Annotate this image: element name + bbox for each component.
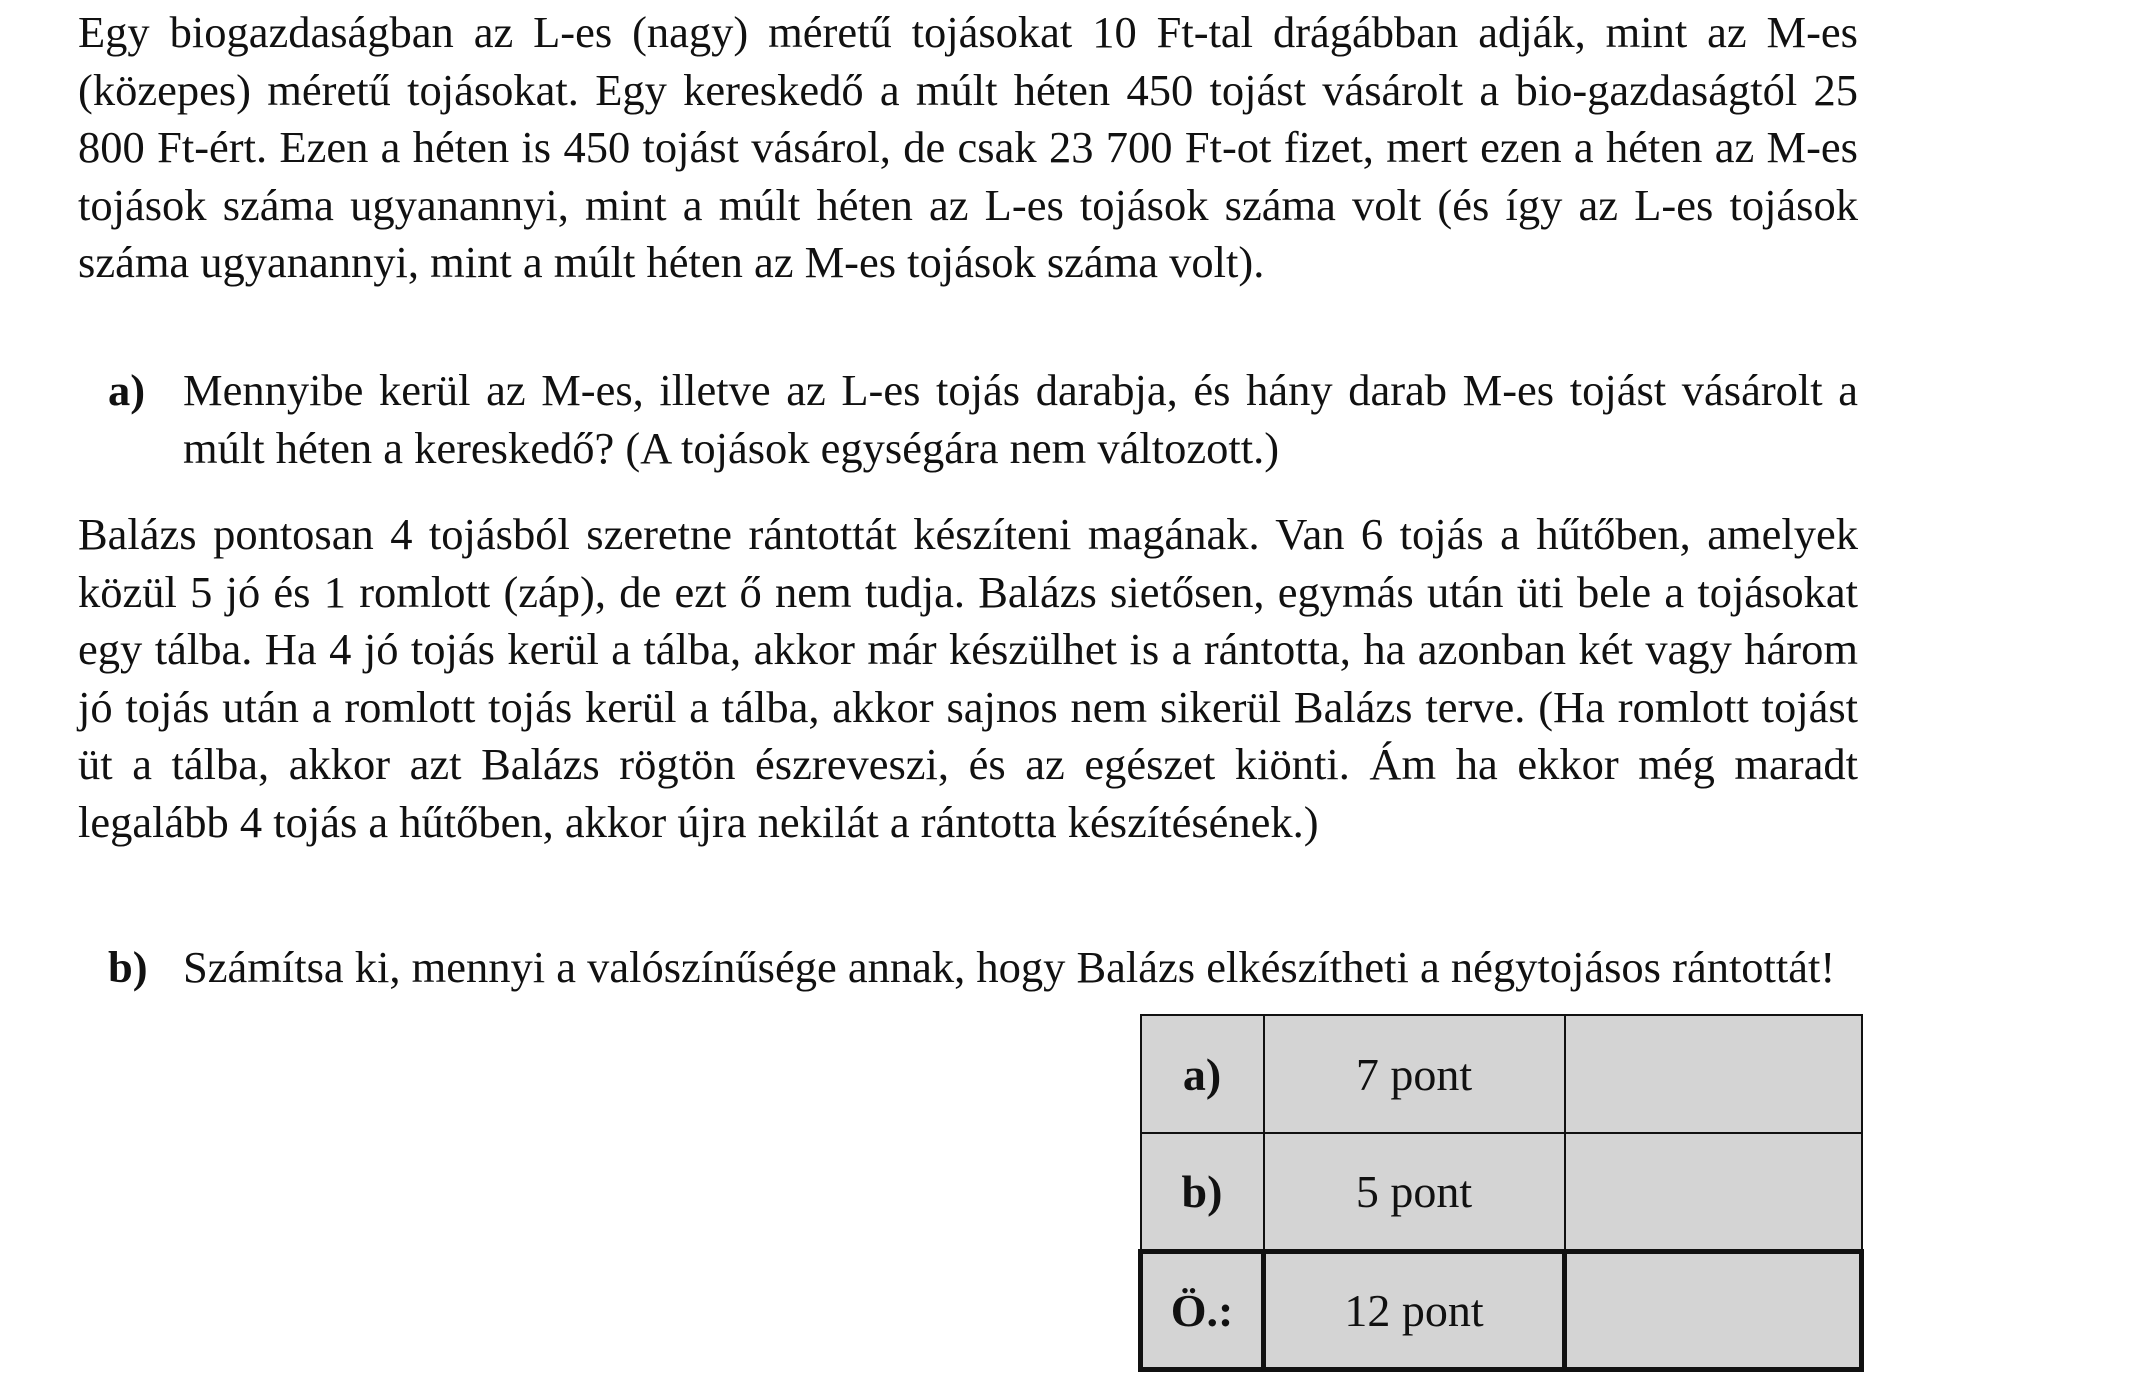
intro-paragraph: Egy biogazdaságban az L-es (nagy) méretű tojásokat 10 Ft-tal drágábban adják, mint az M-es (közepes) méretű tojásokat. Egy kereskedő a múlt héten 450 tojást vásárolt a bio-gazdaságtól 25 800 Ft-ért. Ezen a héten is 450 tojást vásárol, de csak 23 700 Ft-ot fizet, mert ezen a héten az M-es tojások száma ugyanannyi, mint a múlt héten az L-es tojások száma volt (és így az L-es tojások száma ugyanannyi, mint a múlt héten az M-es tojások száma volt). xyxy=(78,7,1858,287)
score-points-total: 12 pont xyxy=(1264,1251,1565,1369)
score-row-a xyxy=(1141,1015,1862,1133)
score-cell-total[interactable] xyxy=(1565,1251,1862,1369)
task-a-label: a) xyxy=(108,365,146,415)
score-cell-a[interactable] xyxy=(1565,1015,1862,1133)
second-paragraph: Balázs pontosan 4 tojásból szeretne rántottát készíteni magának. Van 6 tojás a hűtőben, amelyek közül 5 jó és 1 romlott (záp), de ezt ő nem tudja. Balázs sietősen, egymás után üti bele a tojásokat egy tálba. Ha 4 jó tojás kerül a tálba, akkor már készülhet is a rántotta, ha azonban két vagy három jó tojás után a romlott tojás kerül a tálba, akkor sajnos nem sikerül Balázs terve. (Ha romlott tojást üt a tálba, akkor azt Balázs rögtön észreveszi, és az egészet kiönti. Ám ha ekkor még maradt legalább 4 tojás a hűtőben, akkor újra nekilát a rántotta készítésének.) xyxy=(78,509,1858,847)
task-a xyxy=(108,362,1858,477)
score-cell-b[interactable] xyxy=(1565,1133,1862,1251)
task-b-text: Számítsa ki, mennyi a valószínűsége annak, hogy Balázs elkészítheti a négytojásos rántottát! xyxy=(183,942,1836,992)
score-part-total: Ö.: xyxy=(1141,1251,1264,1369)
score-points-a: 7 pont xyxy=(1264,1015,1565,1133)
score-table xyxy=(1138,1014,1864,1372)
score-row-b xyxy=(1141,1133,1862,1251)
score-part-a: a) xyxy=(1141,1015,1264,1133)
task-b-label: b) xyxy=(108,942,148,992)
score-row-total xyxy=(1141,1251,1862,1369)
task-a-text: Mennyibe kerül az M-es, illetve az L-es tojás darabja, és hány darab M-es tojást vásárolt a múlt héten a kereskedő? (A tojások egységára nem változott.) xyxy=(183,365,1858,473)
score-points-b: 5 pont xyxy=(1264,1133,1565,1251)
task-b xyxy=(108,939,1858,997)
score-part-b: b) xyxy=(1141,1133,1264,1251)
